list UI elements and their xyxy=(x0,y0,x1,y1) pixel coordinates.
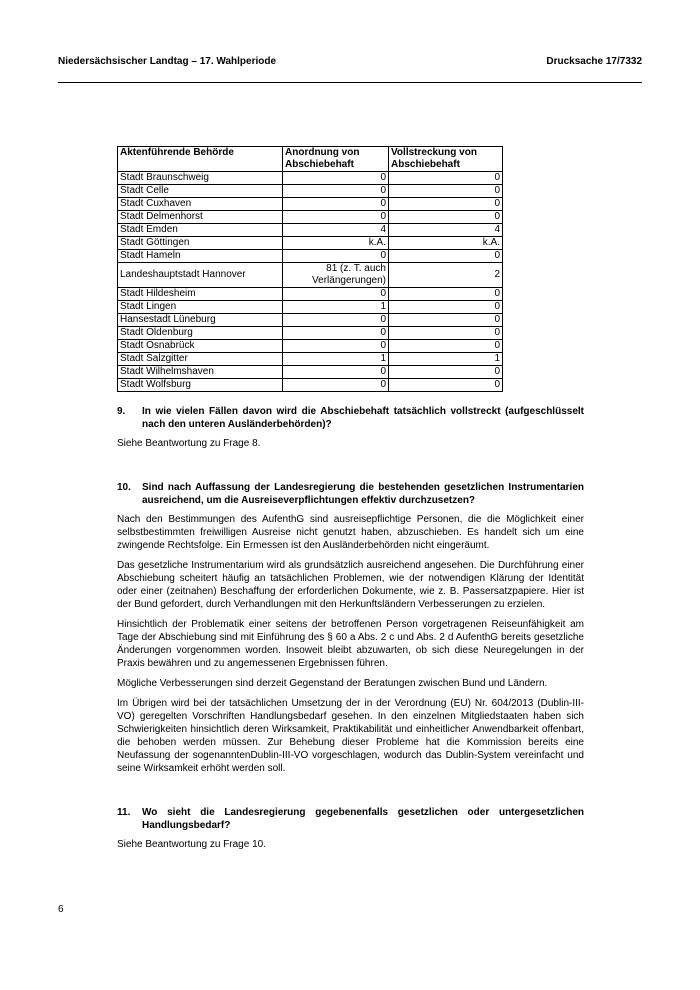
table-cell: 1 xyxy=(389,353,503,366)
table-cell: k.A. xyxy=(389,237,503,250)
table-cell: 0 xyxy=(389,211,503,224)
table-cell: 0 xyxy=(283,172,389,185)
table-cell: Stadt Cuxhaven xyxy=(118,198,283,211)
answer-10-paragraph: Hinsichtlich der Problematik einer seitens der betroffenen Person vorgetragenen Reiseunfähigkeit am Tage der Abschiebung sind mit Einführung des § 60 a Abs. 2 c und Abs. 2 d AufenthG bereits gesetzliche Änderungen vorgenommen worden. Insoweit bleibt abzuwarten, ob sich diese Neuregelungen in der Praxis bewähren und zu angemessenen Ergebnissen führen. xyxy=(117,619,584,669)
table-row xyxy=(118,185,503,198)
table-cell: 0 xyxy=(283,379,389,392)
table-row xyxy=(118,224,503,237)
document-body xyxy=(117,405,584,858)
question-9 xyxy=(117,405,584,431)
question-text: Sind nach Auffassung der Landesregierung die bestehenden gesetzlichen Instrumentarien ausreichend, um die Ausreiseverpflichtungen effektiv durchzusetzen? xyxy=(142,482,584,506)
table-row xyxy=(118,288,503,301)
answer-10-paragraph: Mögliche Verbesserungen sind derzeit Gegenstand der Beratungen zwischen Bund und Ländern. xyxy=(117,678,548,689)
table-row xyxy=(118,340,503,353)
question-text: In wie vielen Fällen davon wird die Abschiebehaft tatsächlich vollstreckt (aufgeschlüsselt nach den unteren Ausländerbehörden)? xyxy=(142,406,584,430)
table-cell: 0 xyxy=(389,198,503,211)
page-number: 6 xyxy=(58,904,64,915)
table-cell: Stadt Göttingen xyxy=(118,237,283,250)
header-rule xyxy=(58,82,642,83)
table-cell: Hansestadt Lüneburg xyxy=(118,314,283,327)
table-row xyxy=(118,198,503,211)
table-row xyxy=(118,250,503,263)
table-cell: 0 xyxy=(283,340,389,353)
table-row xyxy=(118,263,503,288)
table-row xyxy=(118,366,503,379)
header-right: Drucksache 17/7332 xyxy=(546,56,642,67)
answer-10-paragraph: Nach den Bestimmungen des AufenthG sind ausreisepflichtige Personen, die die Möglichkeit einer selbstbestimmten freiwilligen Ausreise nicht genutzt haben, abzuschieben. Es handelt sich um eine zwingende Rechtsfolge. Ein Ermessen ist den Ausländerbehörden nicht eingeräumt. xyxy=(117,514,584,551)
table-cell: Stadt Hildesheim xyxy=(118,288,283,301)
table-row xyxy=(118,353,503,366)
table-row xyxy=(118,172,503,185)
table-header: Anordnung von Abschiebehaft xyxy=(283,147,389,172)
table-cell: 0 xyxy=(283,366,389,379)
table-cell: Stadt Wolfsburg xyxy=(118,379,283,392)
table-cell: 0 xyxy=(389,172,503,185)
table-cell: 1 xyxy=(283,301,389,314)
table-row xyxy=(118,314,503,327)
page-header xyxy=(58,56,642,67)
table-row xyxy=(118,211,503,224)
table-cell: 2 xyxy=(389,263,503,288)
table-cell: 0 xyxy=(389,185,503,198)
table-body xyxy=(118,172,503,392)
table-cell: Stadt Oldenburg xyxy=(118,327,283,340)
question-number: 11. xyxy=(117,807,131,818)
table-cell: 0 xyxy=(283,211,389,224)
table-cell: 0 xyxy=(389,250,503,263)
table-cell: 81 (z. T. auch Verlängerungen) xyxy=(283,263,389,288)
table-cell: Stadt Wilhelmshaven xyxy=(118,366,283,379)
answer-10-paragraph: Im Übrigen wird bei der tatsächlichen Umsetzung der in der Verordnung (EU) Nr. 604/2013 (Dublin-III-VO) geregelten Vorschriften Handlungsbedarf gesehen. In den einzelnen Mitgliedstaaten haben sich Schwierigkeiten hinsichtlich deren Wirksamkeit, Praktikabilität und einheitlicher Anwendbarkeit offenbart, die behoben werden müssen. Zur Behebung dieser Probleme hat die Kommission bereits eine Neufassung der sogenanntenDublin-III-VO vorgeschlagen, wodurch das Dublin-System vereinfacht und seine Wirksamkeit erhöht werden soll. xyxy=(117,698,584,774)
table-cell: 0 xyxy=(283,250,389,263)
table-cell: 4 xyxy=(283,224,389,237)
table-row xyxy=(118,301,503,314)
table-cell: 0 xyxy=(389,340,503,353)
table-cell: 0 xyxy=(389,301,503,314)
table-row xyxy=(118,237,503,250)
answer-10-paragraph: Das gesetzliche Instrumentarium wird als grundsätzlich ausreichend angesehen. Die Durchführung einer Abschiebung scheitert häufig an tatsächlichen Problemen, wie der notwendigen Klärung der Identität oder einer (zeitnahen) Beschaffung der erforderlichen Dokumente, wie z. B. Passersatzpapiere. Hier ist der Bund gefordert, durch Verhandlungen mit den Herkunftsländern Verbesserungen zu erzielen. xyxy=(117,560,584,610)
question-10 xyxy=(117,481,584,507)
table-cell: Stadt Delmenhorst xyxy=(118,211,283,224)
table-row xyxy=(118,379,503,392)
table-row xyxy=(118,327,503,340)
table-cell: Stadt Salzgitter xyxy=(118,353,283,366)
table-cell: k.A. xyxy=(283,237,389,250)
table-cell: 0 xyxy=(389,288,503,301)
table-cell: 0 xyxy=(283,288,389,301)
table-header: Aktenführende Behörde xyxy=(118,147,283,172)
table-cell: 0 xyxy=(389,379,503,392)
question-number: 9. xyxy=(117,406,126,417)
table-cell: Stadt Lingen xyxy=(118,301,283,314)
table-cell: Stadt Hameln xyxy=(118,250,283,263)
table-cell: Stadt Braunschweig xyxy=(118,172,283,185)
table-cell: 4 xyxy=(389,224,503,237)
data-table xyxy=(117,146,503,392)
table-cell: 0 xyxy=(389,327,503,340)
table-cell: 0 xyxy=(389,314,503,327)
table-header: Vollstreckung von Abschiebehaft xyxy=(389,147,503,172)
table-cell: Stadt Osnabrück xyxy=(118,340,283,353)
table-cell: 0 xyxy=(283,198,389,211)
answer-11: Siehe Beantwortung zu Frage 10. xyxy=(117,839,266,850)
question-11 xyxy=(117,806,584,832)
answer-9: Siehe Beantwortung zu Frage 8. xyxy=(117,438,261,449)
header-left: Niedersächsischer Landtag – 17. Wahlperiode xyxy=(58,56,277,67)
question-text: Wo sieht die Landesregierung gegebenenfalls gesetzlichen oder untergesetzlichen Handlungsbedarf? xyxy=(142,807,584,831)
table-cell: 0 xyxy=(283,314,389,327)
table-cell: 0 xyxy=(283,185,389,198)
question-number: 10. xyxy=(117,482,131,493)
table-cell: 1 xyxy=(283,353,389,366)
table-cell: Stadt Celle xyxy=(118,185,283,198)
table-cell: Stadt Emden xyxy=(118,224,283,237)
table-cell: Landeshauptstadt Hannover xyxy=(118,263,283,288)
table-cell: 0 xyxy=(389,366,503,379)
table-cell: 0 xyxy=(283,327,389,340)
